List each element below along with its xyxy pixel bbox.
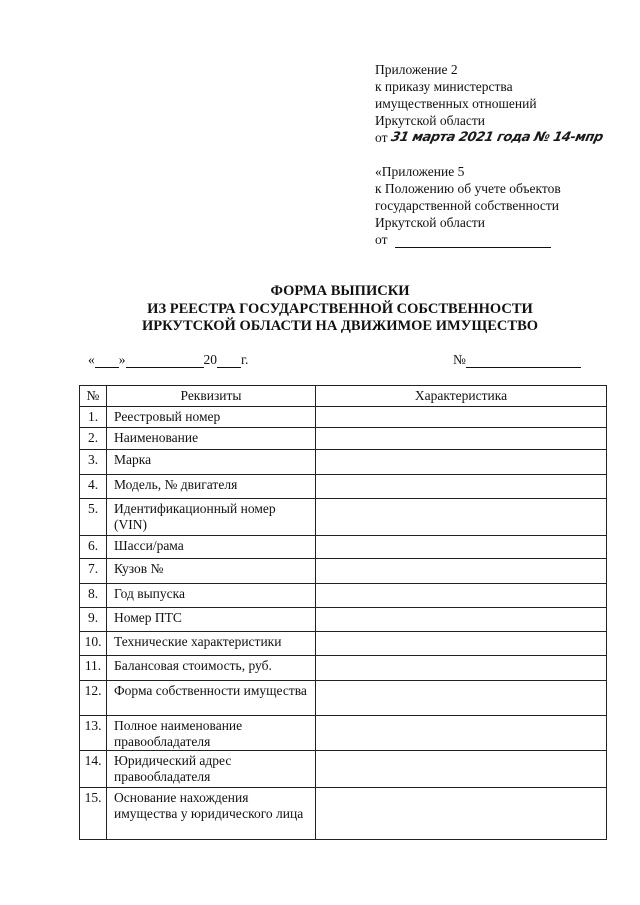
header-characteristic: Характеристика	[316, 386, 607, 407]
date-blank-line	[395, 234, 551, 248]
title-line-3: ИРКУТСКОЙ ОБЛАСТИ НА ДВИЖИМОЕ ИМУЩЕСТВО	[141, 318, 539, 334]
row-value-cell	[316, 751, 607, 788]
row-value-cell	[316, 584, 607, 608]
date-prefix: от	[375, 232, 388, 247]
row-label: Полное наименование правообладателя	[107, 716, 316, 751]
row-label: Шасси/рама	[107, 536, 316, 559]
row-label: Технические характеристики	[107, 632, 316, 656]
number-sign: №	[453, 352, 466, 367]
row-value-cell	[316, 608, 607, 632]
row-label: Реестровый номер	[107, 407, 316, 428]
row-number: 5.	[80, 499, 107, 536]
row-value-cell	[316, 407, 607, 428]
header-num: №	[80, 386, 107, 407]
extract-number-field	[453, 352, 581, 368]
row-label: Основание нахождения имущества у юридического лица	[107, 788, 316, 840]
title-line-2: ИЗ РЕЕСТРА ГОСУДАРСТВЕННОЙ СОБСТВЕННОСТИ	[147, 300, 533, 317]
row-number: 11.	[80, 656, 107, 681]
table-row	[80, 751, 607, 788]
month-blank	[126, 354, 204, 368]
appendix-5-line: Иркутской области	[375, 215, 486, 230]
row-number: 15.	[80, 788, 107, 840]
year-suffix: г.	[241, 352, 249, 367]
appendix-5-line: государственной собственности	[375, 198, 560, 213]
row-number: 1.	[80, 407, 107, 428]
row-number: 12.	[80, 681, 107, 716]
day-blank	[95, 354, 119, 368]
appendix-2-block	[375, 61, 625, 146]
table-row	[80, 632, 607, 656]
table-row	[80, 656, 607, 681]
table-row	[80, 716, 607, 751]
table-header-row	[80, 386, 607, 407]
close-quote: »	[118, 352, 126, 367]
row-value-cell	[316, 681, 607, 716]
title-line-1: ФОРМА ВЫПИСКИ	[270, 283, 410, 299]
row-number: 4.	[80, 475, 107, 499]
row-number: 7.	[80, 559, 107, 584]
row-number: 3.	[80, 450, 107, 475]
extract-date-field	[88, 352, 248, 368]
year-prefix: 20	[203, 352, 217, 367]
number-blank	[466, 354, 581, 368]
row-value-cell	[316, 475, 607, 499]
table-row	[80, 559, 607, 584]
row-label: Марка	[107, 450, 316, 475]
form-title	[0, 283, 640, 336]
row-label: Форма собственности имущества	[107, 681, 316, 716]
handwritten-date: 31 марта 2021 года № 14-мпр	[389, 130, 605, 145]
table-row	[80, 584, 607, 608]
row-number: 10.	[80, 632, 107, 656]
appendix-2-line: Приложение 2	[375, 62, 458, 77]
row-number: 14.	[80, 751, 107, 788]
appendix-5-line: «Приложение 5	[375, 164, 465, 179]
table-row	[80, 450, 607, 475]
appendix-2-line: к приказу министерства	[375, 79, 513, 94]
row-number: 8.	[80, 584, 107, 608]
table-row	[80, 536, 607, 559]
year-blank	[217, 354, 241, 368]
row-number: 2.	[80, 428, 107, 450]
row-value-cell	[316, 559, 607, 584]
row-label: Юридический адрес правообладателя	[107, 751, 316, 788]
appendix-2-line: Иркутской области	[375, 113, 486, 128]
row-label: Балансовая стоимость, руб.	[107, 656, 316, 681]
row-number: 13.	[80, 716, 107, 751]
appendix-2-line: имущественных отношений	[375, 96, 537, 111]
row-number: 9.	[80, 608, 107, 632]
registry-table	[79, 385, 607, 840]
row-value-cell	[316, 428, 607, 450]
open-quote: «	[88, 352, 95, 367]
row-value-cell	[316, 716, 607, 751]
appendix-5-date-line	[375, 231, 625, 248]
table-row	[80, 499, 607, 536]
row-value-cell	[316, 656, 607, 681]
row-value-cell	[316, 536, 607, 559]
table-row	[80, 788, 607, 840]
appendix-5-block	[375, 163, 625, 248]
appendix-2-date-line	[375, 129, 625, 146]
table-row	[80, 428, 607, 450]
appendix-5-line: к Положению об учете объектов	[375, 181, 561, 196]
table-row	[80, 407, 607, 428]
table-row	[80, 608, 607, 632]
row-value-cell	[316, 450, 607, 475]
table-row	[80, 681, 607, 716]
row-label: Модель, № двигателя	[107, 475, 316, 499]
row-number: 6.	[80, 536, 107, 559]
date-prefix: от	[375, 130, 388, 145]
row-label: Номер ПТС	[107, 608, 316, 632]
row-label: Идентификационный номер (VIN)	[107, 499, 316, 536]
table-row	[80, 475, 607, 499]
row-label: Наименование	[107, 428, 316, 450]
row-value-cell	[316, 499, 607, 536]
row-value-cell	[316, 632, 607, 656]
row-value-cell	[316, 788, 607, 840]
header-requisites: Реквизиты	[107, 386, 316, 407]
row-label: Год выпуска	[107, 584, 316, 608]
row-label: Кузов №	[107, 559, 316, 584]
